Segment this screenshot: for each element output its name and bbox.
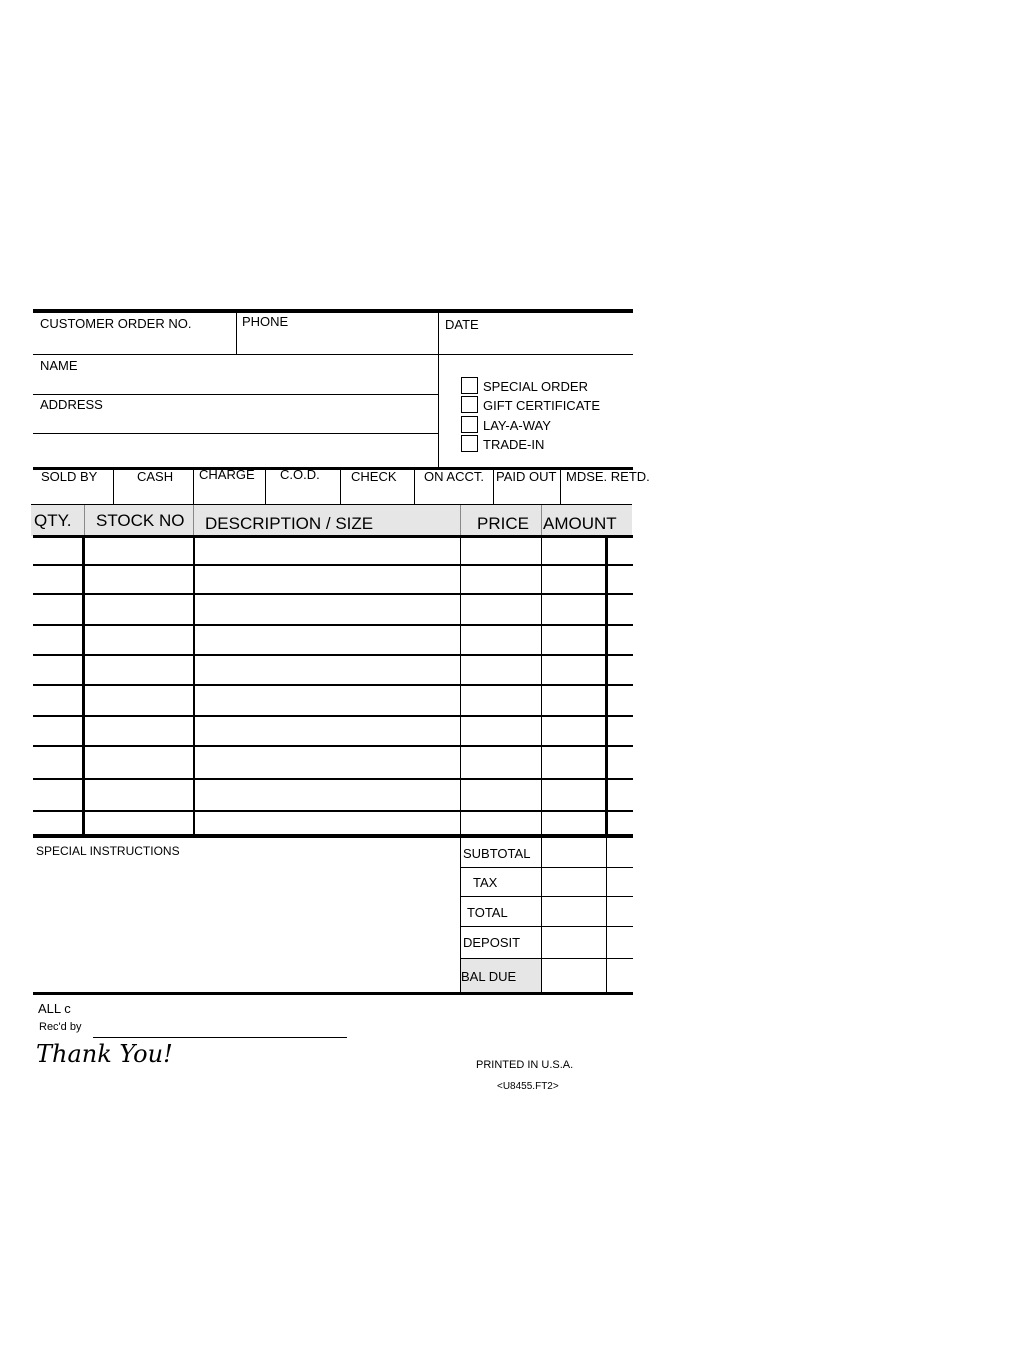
table-col-line <box>82 538 85 835</box>
date-label: DATE <box>445 317 479 332</box>
table-row-line <box>33 715 633 717</box>
divider <box>438 313 439 468</box>
subtotal-label: SUBTOTAL <box>463 846 531 861</box>
name-label: NAME <box>40 358 78 373</box>
amount-header: AMOUNT <box>543 514 617 533</box>
divider <box>493 470 494 504</box>
divider <box>460 896 633 897</box>
paid-out-label: PAID OUT <box>496 469 557 484</box>
divider <box>236 313 237 354</box>
form-bottom-border <box>33 992 633 995</box>
divider <box>193 505 194 536</box>
table-col-line <box>193 538 195 835</box>
form-code: <U8455.FT2> <box>497 1081 559 1092</box>
option-label: SPECIAL ORDER <box>483 379 588 394</box>
printed-in-usa: PRINTED IN U.S.A. <box>476 1059 574 1071</box>
divider <box>33 433 438 434</box>
table-row-line <box>33 564 633 566</box>
table-col-line <box>541 538 542 835</box>
divider <box>265 470 266 504</box>
on-acct-label: ON ACCT. <box>424 469 484 484</box>
check-label: CHECK <box>351 469 397 484</box>
divider <box>113 470 114 504</box>
table-row-line <box>33 778 633 780</box>
table-col-line <box>460 538 461 835</box>
price-header: PRICE <box>477 514 529 533</box>
checkbox[interactable] <box>461 396 478 413</box>
table-row-line <box>33 624 633 626</box>
checkbox[interactable] <box>461 377 478 394</box>
divider <box>460 867 633 868</box>
top-border <box>33 309 633 313</box>
sold-by-label: SOLD BY <box>41 469 98 484</box>
table-row-line <box>33 810 633 812</box>
divider <box>606 838 607 992</box>
table-row-line <box>33 745 633 747</box>
deposit-label: DEPOSIT <box>463 935 521 950</box>
customer-order-no-label: CUSTOMER ORDER NO. <box>40 316 192 331</box>
divider <box>460 505 461 536</box>
qty-header: QTY. <box>34 511 72 530</box>
charge-label: CHARGE <box>199 467 255 482</box>
divider <box>33 394 438 395</box>
divider <box>541 505 542 536</box>
recd-by-label: Rec'd by <box>39 1021 82 1033</box>
divider <box>340 470 341 504</box>
total-label: TOTAL <box>467 905 508 920</box>
cod-label: C.O.D. <box>280 467 320 482</box>
divider <box>193 470 194 504</box>
divider <box>84 505 85 536</box>
special-instructions-label: SPECIAL INSTRUCTIONS <box>36 844 180 858</box>
stock-no-header: STOCK NO <box>96 511 185 530</box>
divider <box>560 470 561 504</box>
table-row-line <box>33 593 633 595</box>
divider <box>414 470 415 504</box>
bal-due-label: BAL DUE <box>461 969 517 984</box>
table-header-bottom <box>33 535 633 538</box>
checkbox[interactable] <box>461 435 478 452</box>
mdse-retd-label: MDSE. RETD. <box>566 469 650 484</box>
option-label: TRADE-IN <box>483 437 545 452</box>
recd-by-signature-line[interactable] <box>93 1037 347 1038</box>
table-row-line <box>33 684 633 686</box>
divider <box>33 354 633 355</box>
cash-label: CASH <box>137 469 174 484</box>
table-col-line <box>605 538 608 835</box>
description-header: DESCRIPTION / SIZE <box>205 514 374 533</box>
table-row-line <box>33 654 633 656</box>
address-label: ADDRESS <box>40 397 103 412</box>
option-label: LAY-A-WAY <box>483 418 551 433</box>
tax-label: TAX <box>473 875 498 890</box>
phone-label: PHONE <box>242 314 289 329</box>
all-c-label: ALL c <box>38 1001 71 1016</box>
checkbox[interactable] <box>461 416 478 433</box>
divider <box>460 926 633 927</box>
thank-you-script: Thank You! <box>36 1040 173 1068</box>
divider <box>541 838 542 992</box>
option-label: GIFT CERTIFICATE <box>483 398 601 413</box>
table-bottom-border <box>33 834 633 838</box>
